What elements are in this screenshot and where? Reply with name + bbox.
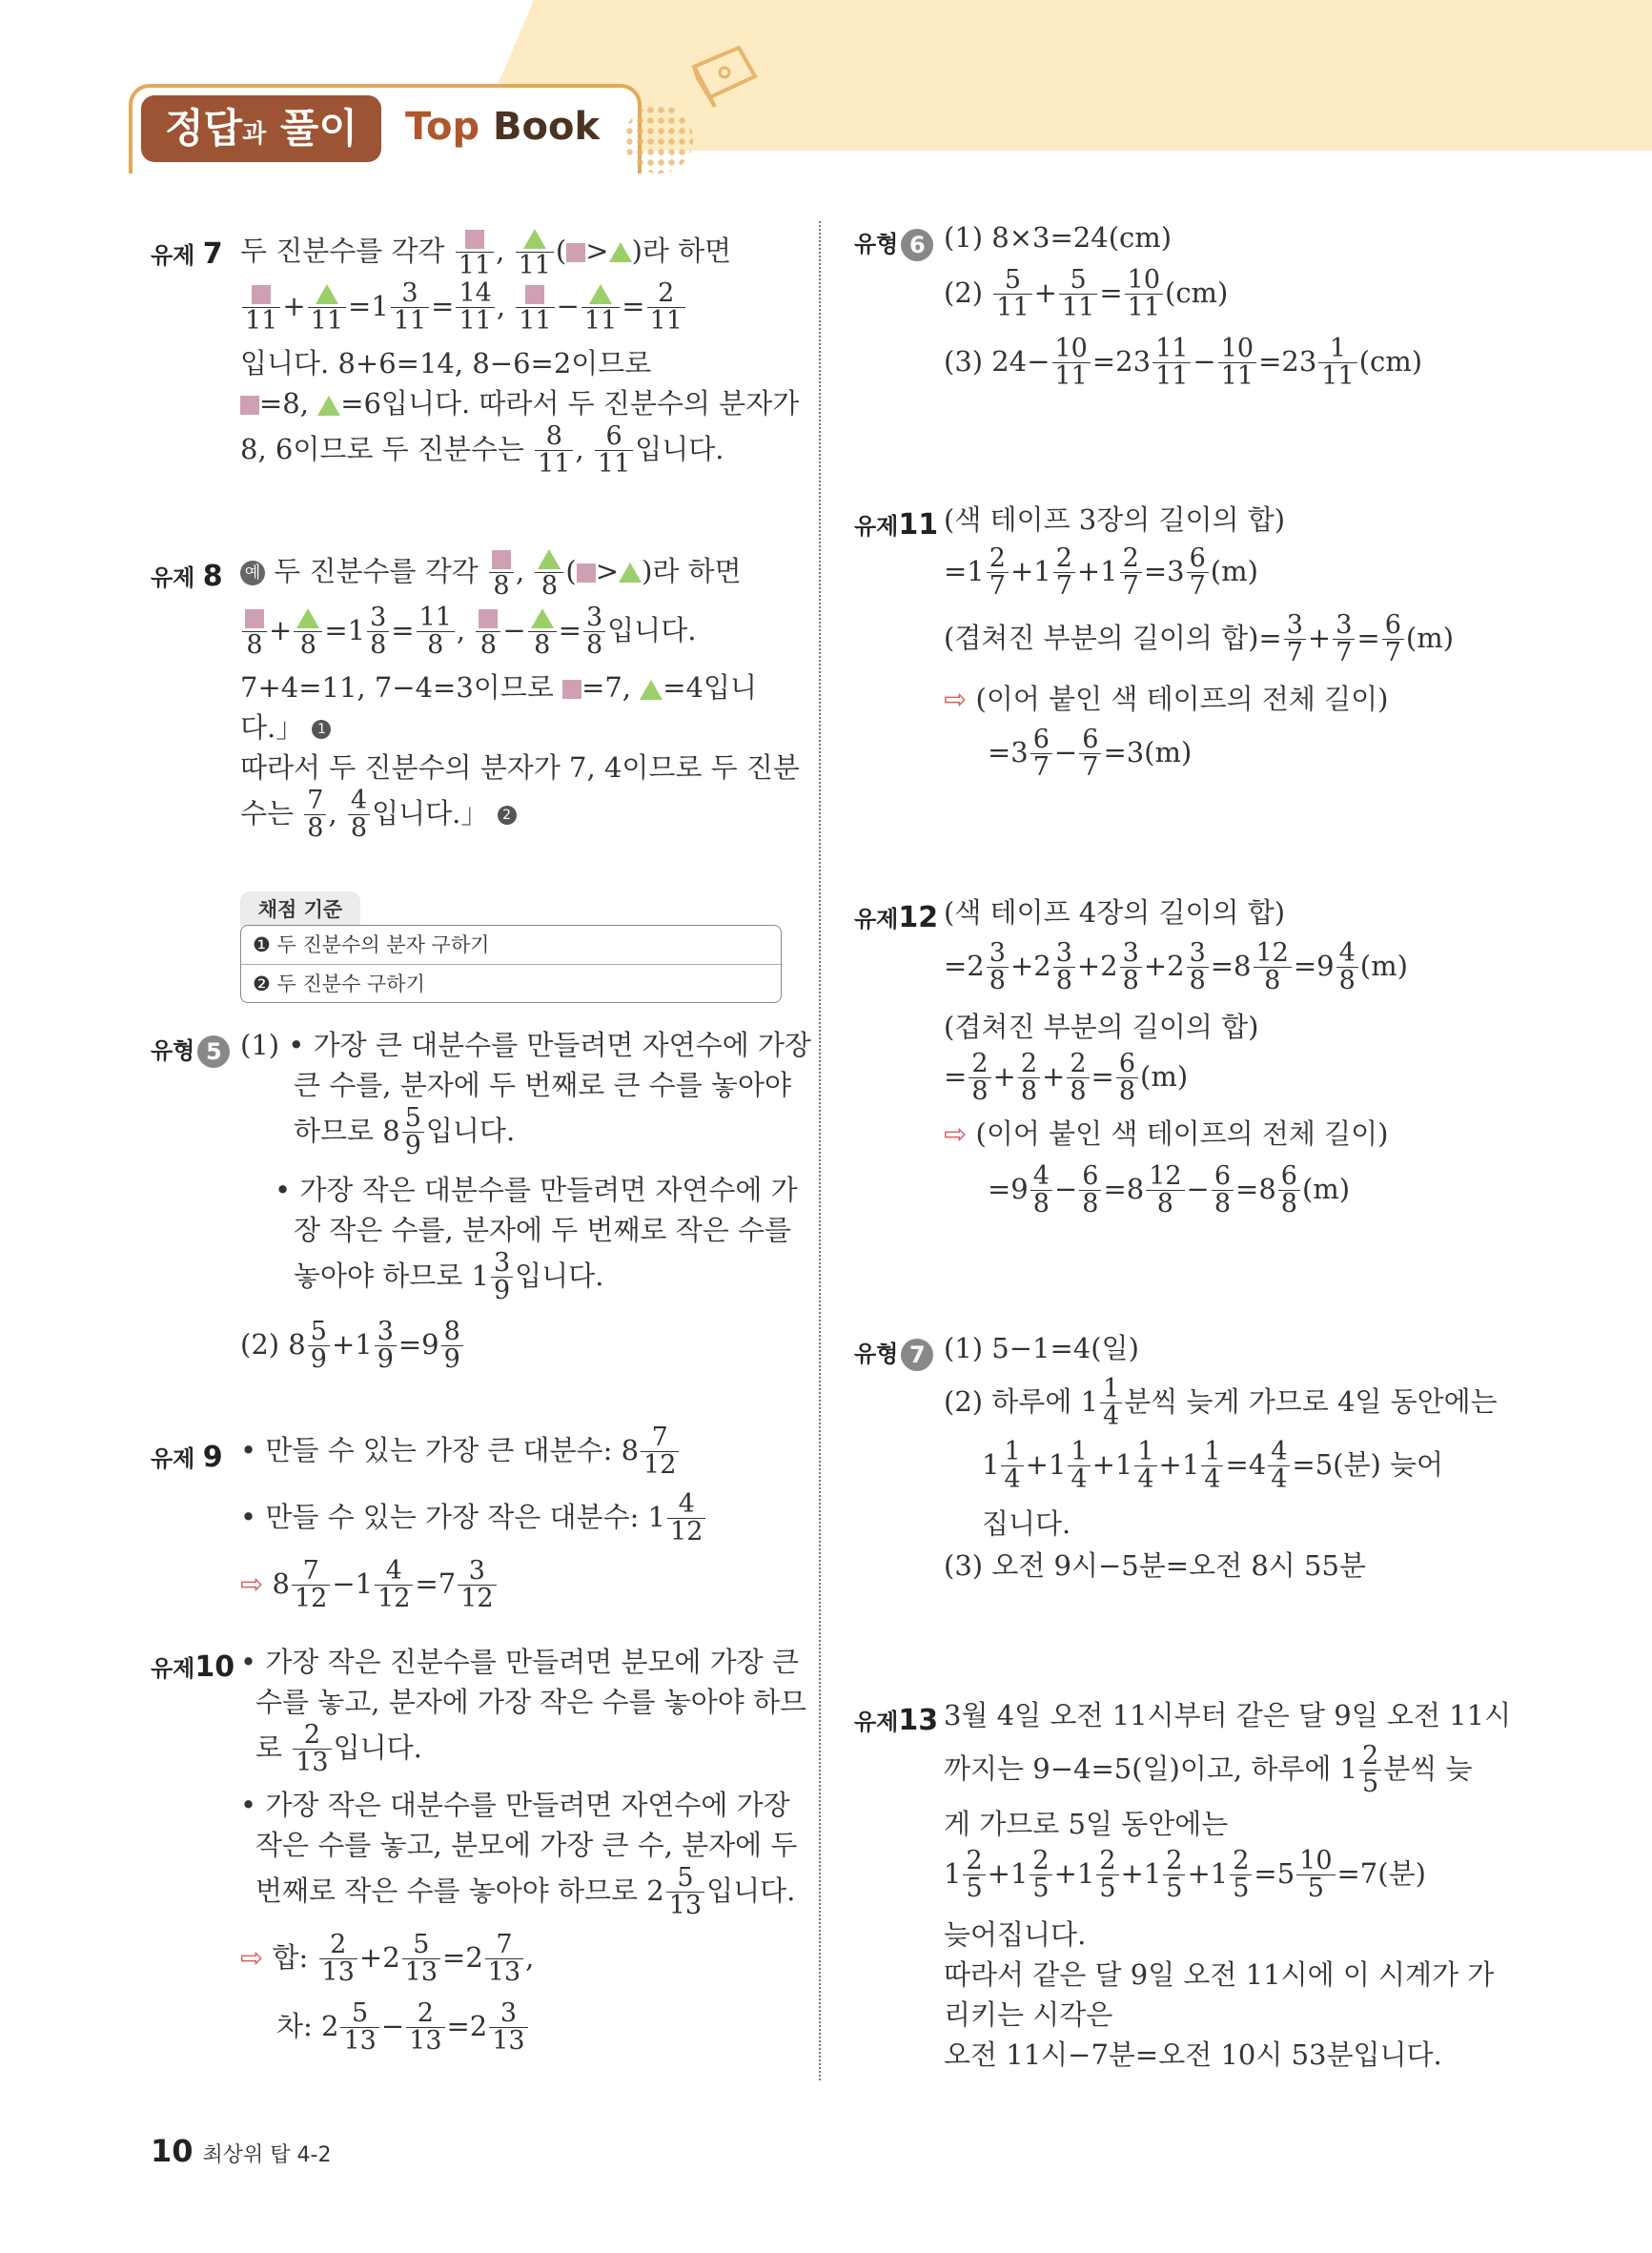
q11-solution: (색 테이프 3장의 길이의 합) =1 $\frac{2}{7}$ +1 $\frac{2}{7}$ +1 $\frac{2}{7}$ =3 $\frac{6}{7}$ (m) (겹쳐진 부분의 길이의 합)= $\frac{3}{7}$ + $\frac{3}{7}$ = $\frac{6}{7}$ (m) ⇨ (이어 붙인 색 테이프의 전체 길이) =3 $\frac{6}{7}$ − $\frac{6}{7}$ =3(m) [944,503,1455,783]
column-divider [819,221,821,2080]
problem-label-q9: 유제 9 [151,1441,223,1474]
problem-label-q12: 유제12 [854,901,939,934]
problem-label-q10: 유제10 [151,1650,235,1684]
problem-label-q8: 유제 8 [151,560,223,593]
page-footer [151,2133,331,2169]
q7-solution: 두 진분수를 각각 11 , 11 ( > )라 하면 11 + 11 =1 $\frac{3}{11}$ = $\frac{14}{11}$ , 11 − 11 = $\frac{2}{11}$ 입니다. 8+6=14, 8−6=2이므로 =8, =6입니다. 따라서 두 진분수의 분자가 8, 6이므로 두 진분수는 $\frac{8}{11}$ , $\frac{6}{11}$ 입니다. [240,225,799,482]
type5-solution: (1) • 가장 큰 대분수를 만들려면 자연수에 가장 큰 수를, 분자에 두 번째로 큰 수를 놓아야 하므로 8 $\frac{5}{9}$ 입니다. • 가장 작은 대분수를 만들려면 자연수에 가 장 작은 수를, 분자에 두 번째로 작은 수를 놓아야 하므로 1 $\frac{3}{9}$ 입니다. (2) 8 $\frac{5}{9}$ +1 $\frac{3}{9}$ =9 $\frac{8}{9}$ [240,1029,811,1375]
q10-solution: • 가장 작은 진분수를 만들려면 분모에 가장 큰 수를 놓고, 분자에 가장 작은 수를 놓아야 하므 로 $\frac{2}{13}$ 입니다. • 가장 작은 대분수를 만들려면 자연수에 가장 작은 수를 놓고, 분모에 가장 큰 수, 분자에 두 번째로 작은 수를 놓아야 하므로 2 $\frac{5}{13}$ 입니다. ⇨ 합: $\frac{2}{13}$ +2 $\frac{5}{13}$ =2 $\frac{7}{13}$ , 차: 2 $\frac{5}{13}$ − $\frac{2}{13}$ =2 $\frac{3}{13}$ [240,1646,806,2057]
section-title-badge: 정답과 풀이 [141,95,381,162]
cheese-icon [686,38,763,114]
grading-item: ❷ 두 진분수 구하기 [241,964,781,1003]
q12-solution: (색 테이프 4장의 길이의 합) =2 $\frac{3}{8}$ +2 $\frac{3}{8}$ +2 $\frac{3}{8}$ +2 $\frac{3}{8}$ =8 $\frac{12}{8}$ =9 $\frac{4}{8}$ (m) (겹쳐진 부분의 길이의 합) = $\frac{2}{8}$ + $\frac{2}{8}$ + $\frac{2}{8}$ = $\frac{6}{8}$ (m) ⇨ (이어 붙인 색 테이프의 전체 길이) =9 $\frac{4}{8}$ − $\frac{6}{8}$ =8 $\frac{12}{8}$ − $\frac{6}{8}$ =8 $\frac{6}{8}$ (m) [944,896,1408,1219]
problem-label-q7: 유제 7 [151,237,223,271]
type7-solution: (1) 5−1=4(일) (2) 하루에 1 $\frac{1}{4}$ 분씩 늦게 가므로 4일 동안에는 1 $\frac{1}{4}$ +1 $\frac{1}{4}$ +1 $\frac{1}{4}$ +1 $\frac{1}{4}$ =4 $\frac{4}{4}$ =5(분) 늦어 집니다. (3) 오전 9시−5분=오전 8시 55분 [944,1332,1498,1582]
grading-criteria-tab: 채점 기준 [240,891,360,926]
problem-label-q13: 유제13 [854,1704,939,1737]
grading-item: ❶ 두 진분수의 분자 구하기 [253,933,490,956]
problem-label-type5: 유형 5 [151,1032,230,1068]
type6-solution: (1) 8×3=24(cm) (2) $\frac{5}{11}$ + $\frac{5}{11}$ = $\frac{10}{11}$ (cm) (3) 24− $\frac{10}{11}$ =23 $\frac{11}{11}$ − $\frac{10}{11}$ =23 $\frac{1}{11}$ (cm) [944,221,1423,392]
dots-decoration [624,105,693,174]
book-name: 최상위 탑 4-2 [202,2143,332,2167]
q8-solution: 예 두 진분수를 각각 8 , 8 ( > )라 하면 8 + 8 =1 $\frac{3}{8}$ = $\frac{11}{8}$ , 8 − 8 = $\frac{3}{8}$ 입니다. 7+4=11, 7−4=3이므로 =7, =4입니 다.」 1 따라서 두 진분수의 분자가 7, 4이므로 두 진분 수는 $\frac{7}{8}$ , $\frac{4}{8}$ 입니다.」 2 [240,545,800,849]
problem-label-q11: 유제11 [854,508,939,542]
problem-label-type6: 유형 6 [854,225,933,261]
page-number: 10 [151,2133,194,2169]
grading-criteria-box [240,925,782,1003]
book-title: Top Book [405,105,601,149]
q9-solution: • 만들 수 있는 가장 큰 대분수: 8 $\frac{7}{12}$ • 만들 수 있는 가장 작은 대분수: 1 $\frac{4}{12}$ ⇨ 8 $\frac{7}{12}$ −1 $\frac{4}{12}$ =7 $\frac{3}{12}$ [240,1424,707,1625]
problem-label-type7: 유형 7 [854,1335,933,1371]
q13-solution: 3월 4일 오전 11시부터 같은 달 9일 오전 11시 까지는 9−4=5(일)이고, 하루에 1 $\frac{2}{5}$ 분씩 늦 게 가므로 5일 동안에는 1 $\frac{2}{5}$ +1 $\frac{2}{5}$ +1 $\frac{2}{5}$ +1 $\frac{2}{5}$ +1 $\frac{2}{5}$ =5 $\frac{10}{5}$ =7(분) 늦어집니다. 따라서 같은 달 9일 오전 11시에 이 시계가 가 리키는 시각은 오전 11시−7분=오전 10시 53분입니다. [944,1699,1512,2071]
